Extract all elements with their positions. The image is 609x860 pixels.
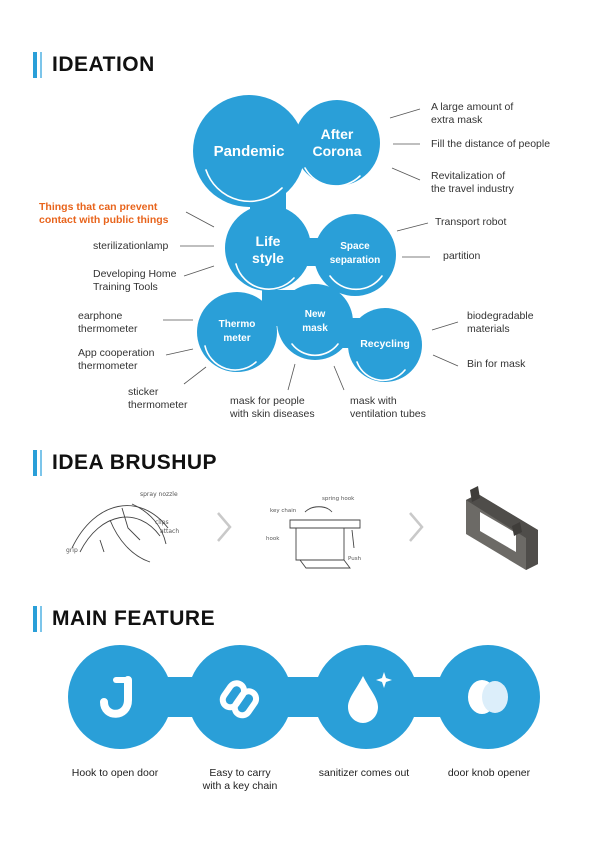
after-corona-label: After Corona bbox=[312, 126, 362, 159]
section-title-text: IDEATION bbox=[52, 53, 155, 76]
label-sticker: sticker thermometer bbox=[128, 386, 188, 411]
svg-text:attach: attach bbox=[160, 528, 180, 535]
svg-text:spray nozzle: spray nozzle bbox=[140, 491, 178, 498]
label-home-training: Developing Home Training Tools bbox=[93, 268, 177, 293]
label-revitalization: Revitalization of the travel industry bbox=[431, 170, 514, 195]
label-partition: partition bbox=[443, 250, 481, 262]
label-transport-robot: Transport robot bbox=[435, 216, 507, 228]
svg-text:clips: clips bbox=[155, 519, 169, 526]
label-extra-mask: A large amount of extra mask bbox=[431, 101, 514, 126]
feature-label-sanitizer: sanitizer comes out bbox=[318, 767, 410, 779]
label-sterilization: sterilizationlamp bbox=[93, 240, 169, 252]
label-prevent-contact: Things that can prevent contact with public things bbox=[39, 201, 169, 226]
feature-connector bbox=[398, 677, 460, 717]
feature-label-keychain: Easy to carry with a key chain bbox=[202, 767, 278, 792]
label-earphone: earphone thermometer bbox=[78, 310, 138, 335]
label-fill-distance: Fill the distance of people bbox=[431, 138, 551, 150]
svg-text:spring hook: spring hook bbox=[322, 496, 355, 502]
pandemic-label: Pandemic bbox=[213, 143, 285, 160]
label-bin: Bin for mask bbox=[467, 358, 526, 370]
svg-text:grip: grip bbox=[66, 547, 78, 554]
label-app-coop: App cooperation thermometer bbox=[78, 347, 155, 372]
space-separation-label: Space separation bbox=[329, 241, 381, 266]
recycling-label: Recycling bbox=[360, 338, 410, 350]
lifestyle-label: Life style bbox=[252, 233, 284, 266]
label-biodegradable: biodegradable materials bbox=[467, 310, 534, 335]
svg-text:Push: Push bbox=[348, 556, 362, 562]
thermometer-label: Thermo meter bbox=[218, 319, 256, 344]
label-ventilation: mask with ventilation tubes bbox=[350, 395, 426, 420]
label-skin-mask: mask for people with skin diseases bbox=[230, 395, 315, 420]
door-knob-icon bbox=[468, 680, 508, 714]
feature-connector bbox=[272, 677, 334, 717]
feature-label-doorknob: door knob opener bbox=[447, 767, 531, 779]
svg-text:hook: hook bbox=[266, 536, 280, 542]
section-title-text: IDEA BRUSHUP bbox=[52, 451, 218, 474]
svg-text:key chain: key chain bbox=[270, 508, 297, 514]
feature-connector bbox=[150, 677, 210, 717]
feature-label-hook: Hook to open door bbox=[71, 767, 159, 779]
new-mask-label: New mask bbox=[302, 309, 328, 334]
section-title-text: MAIN FEATURE bbox=[52, 607, 216, 630]
